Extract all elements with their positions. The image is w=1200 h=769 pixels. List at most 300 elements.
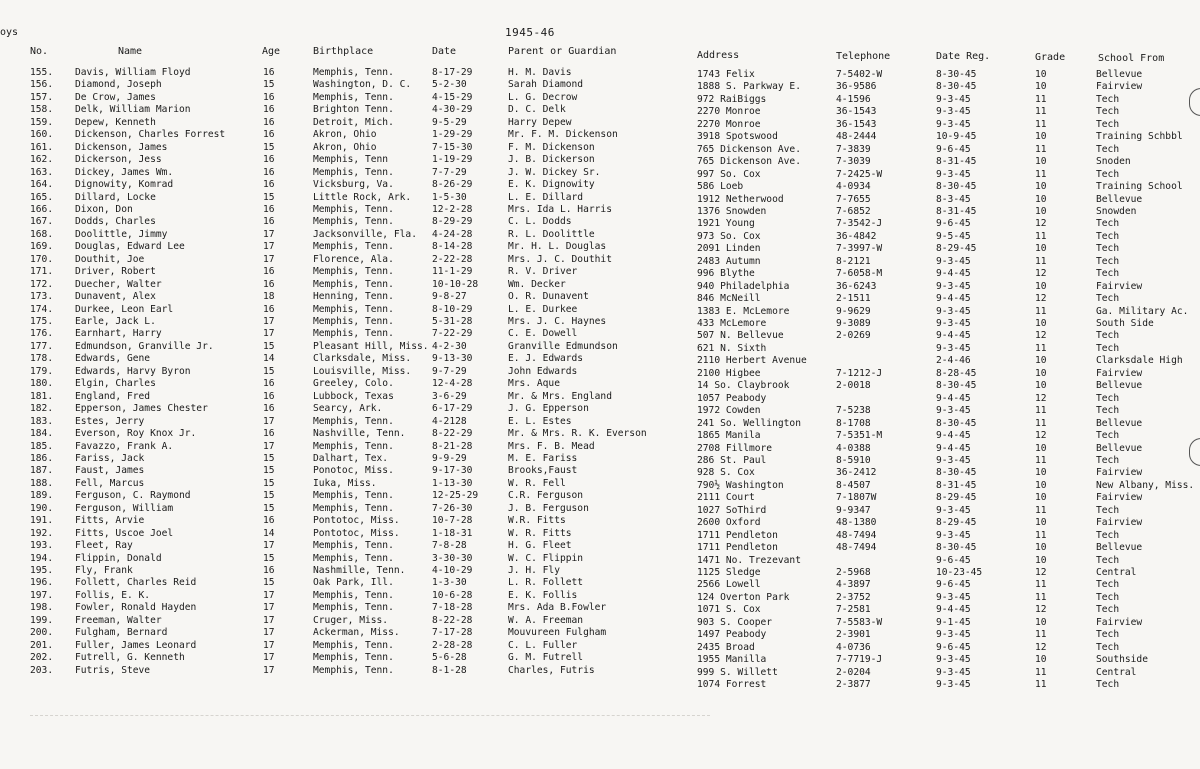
cell-name: Dillard, Locke xyxy=(75,191,156,203)
cell-parent: Mrs. F. B. Mead xyxy=(508,440,595,452)
cell-birthplace: Akron, Ohio xyxy=(313,129,377,141)
cell-grade: 11 xyxy=(1035,679,1047,691)
cell-grade: 11 xyxy=(1035,504,1047,516)
cell-school-from: Fairview xyxy=(1096,467,1143,479)
cell-birthplace: Henning, Tenn. xyxy=(313,291,394,303)
cell-name: Edmundson, Granville Jr. xyxy=(75,340,214,352)
cell-address: 1383 E. McLemore xyxy=(697,305,790,317)
cell-no: 202. xyxy=(30,652,54,664)
cell-no: 174. xyxy=(30,303,54,315)
cell-no: 199. xyxy=(30,614,54,626)
cell-age: 16 xyxy=(263,129,275,141)
cell-date: 1-29-29 xyxy=(432,129,473,141)
cell-grade: 10 xyxy=(1035,69,1047,80)
table-row xyxy=(0,316,1200,328)
cell-date-reg: 8-29-45 xyxy=(936,243,977,255)
cell-name: Edwards, Harvy Byron xyxy=(75,365,191,377)
cell-birthplace: Memphis, Tenn xyxy=(313,154,389,166)
cell-age: 16 xyxy=(263,154,275,166)
cell-no: 160. xyxy=(30,129,54,141)
cell-address: 507 N. Bellevue xyxy=(697,330,784,342)
table-row xyxy=(0,677,1200,689)
cell-no: 177. xyxy=(30,340,54,352)
cell-school-from: Tech xyxy=(1096,591,1120,603)
cell-address: 586 Loeb xyxy=(697,181,744,193)
cell-parent: O. R. Dunavent xyxy=(508,291,589,303)
cell-date: 7-7-29 xyxy=(432,166,467,178)
cell-no: 158. xyxy=(30,104,54,116)
cell-parent: E. L. Estes xyxy=(508,415,572,427)
cell-grade: 10 xyxy=(1035,616,1047,628)
cell-parent: Granville Edmundson xyxy=(508,340,618,352)
cell-parent: Mrs. J. C. Haynes xyxy=(508,316,607,327)
cell-date-reg: 9-5-45 xyxy=(936,230,971,242)
table-row xyxy=(0,353,1200,365)
cell-school-from: Tech xyxy=(1096,679,1120,691)
cell-name: Dignowity, Komrad xyxy=(75,179,174,191)
table-row xyxy=(0,229,1200,241)
cell-grade: 11 xyxy=(1035,255,1047,267)
cell-birthplace: Akron, Ohio xyxy=(313,141,377,153)
cell-date: 9-17-30 xyxy=(432,465,473,477)
cell-telephone: 8-5910 xyxy=(836,454,871,466)
cell-date: 8-26-29 xyxy=(432,179,473,191)
cell-age: 16 xyxy=(263,303,275,315)
cell-age: 17 xyxy=(263,228,275,240)
cell-parent: M. E. Fariss xyxy=(508,452,578,464)
cell-telephone: 36-1543 xyxy=(836,106,877,118)
cell-name: Earnhart, Harry xyxy=(75,328,162,340)
cell-birthplace: Memphis, Tenn. xyxy=(313,639,394,651)
cell-grade: 12 xyxy=(1035,641,1047,653)
cell-address: 2483 Autumn xyxy=(697,255,761,267)
cell-no: 173. xyxy=(30,291,54,303)
cell-date-reg: 10-9-45 xyxy=(936,131,977,143)
cell-date-reg: 9-3-45 xyxy=(936,318,971,329)
cell-grade: 11 xyxy=(1035,305,1047,317)
cell-telephone: 2-3901 xyxy=(836,629,871,641)
cell-date: 4-2128 xyxy=(432,415,467,427)
table-row xyxy=(0,503,1200,515)
cell-birthplace: Memphis, Tenn. xyxy=(313,652,394,664)
cell-date: 9-7-29 xyxy=(432,365,467,377)
cell-school-from: Tech xyxy=(1096,168,1120,180)
cell-age: 16 xyxy=(263,565,275,576)
cell-no: 195. xyxy=(30,565,54,576)
cell-telephone: 7-3542-J xyxy=(836,218,883,230)
cell-grade: 11 xyxy=(1035,93,1047,105)
table-row xyxy=(0,279,1200,291)
cell-birthplace: Ackerman, Miss. xyxy=(313,627,400,639)
cell-birthplace: Detroit, Mich. xyxy=(313,116,394,128)
cell-no: 169. xyxy=(30,241,54,253)
table-row xyxy=(0,478,1200,490)
cell-date: 8-21-28 xyxy=(432,440,473,452)
table-row xyxy=(0,216,1200,228)
cell-school-from: Fairview xyxy=(1096,517,1143,529)
cell-birthplace: Lubbock, Texas xyxy=(313,390,394,402)
cell-address: 999 S. Willett xyxy=(697,666,778,678)
cell-no: 164. xyxy=(30,179,54,191)
cell-age: 16 xyxy=(263,403,275,415)
cell-address: 2708 Fillmore xyxy=(697,442,773,454)
table-row xyxy=(0,665,1200,677)
cell-telephone: 7-1807W xyxy=(836,492,877,504)
cell-name: Dixon, Don xyxy=(75,203,133,215)
cell-school-from: Training School xyxy=(1096,181,1183,193)
cell-date-reg: 8-31-45 xyxy=(936,156,977,168)
header-name: Name xyxy=(118,46,143,57)
cell-address: 2600 Oxford xyxy=(697,517,761,529)
cell-name: Delk, William Marion xyxy=(75,104,191,116)
cell-date-reg: 2-4-46 xyxy=(936,355,971,367)
cell-telephone: 2-0018 xyxy=(836,380,871,392)
cell-grade: 11 xyxy=(1035,591,1047,603)
cell-age: 16 xyxy=(263,278,275,290)
cell-age: 17 xyxy=(263,652,275,664)
cell-age: 14 xyxy=(263,527,275,539)
cell-age: 15 xyxy=(263,552,275,564)
cell-name: Dodds, Charles xyxy=(75,216,156,228)
cell-grade: 10 xyxy=(1035,479,1047,491)
cell-address: 790½ Washington xyxy=(697,479,784,491)
table-row xyxy=(0,540,1200,552)
cell-birthplace: Jacksonville, Fla. xyxy=(313,228,417,240)
cell-address: 14 So. Claybrook xyxy=(697,380,790,392)
cell-age: 15 xyxy=(263,490,275,502)
cell-name: De Crow, James xyxy=(75,91,156,103)
cell-name: Driver, Robert xyxy=(75,266,156,278)
cell-date-reg: 9-3-45 xyxy=(936,342,971,354)
cell-date: 1-18-31 xyxy=(432,527,473,539)
cell-date-reg: 9-3-45 xyxy=(936,629,971,641)
cell-no: 184. xyxy=(30,428,54,440)
cell-school-from: Tech xyxy=(1096,118,1120,130)
cell-date-reg: 9-3-45 xyxy=(936,405,971,417)
cell-birthplace: Greeley, Colo. xyxy=(313,378,394,390)
cell-address: 846 McNeill xyxy=(697,293,761,305)
table-row xyxy=(0,241,1200,253)
cell-age: 15 xyxy=(263,141,275,153)
cell-school-from: Fairview xyxy=(1096,616,1143,628)
cell-age: 16 xyxy=(263,67,275,78)
cell-grade: 10 xyxy=(1035,442,1047,454)
cell-school-from: Fairview xyxy=(1096,367,1143,379)
cell-name: Elgin, Charles xyxy=(75,378,156,390)
cell-no: 189. xyxy=(30,490,54,502)
cell-school-from: Central xyxy=(1096,567,1137,578)
cell-grade: 11 xyxy=(1035,168,1047,180)
cell-no: 188. xyxy=(30,477,54,489)
cell-name: Depew, Kenneth xyxy=(75,116,156,128)
table-row xyxy=(0,528,1200,540)
cell-grade: 12 xyxy=(1035,330,1047,342)
cell-birthplace: Memphis, Tenn. xyxy=(313,490,394,502)
cell-grade: 10 xyxy=(1035,280,1047,292)
cell-date-reg: 9-3-45 xyxy=(936,255,971,267)
cell-date-reg: 9-6-45 xyxy=(936,218,971,230)
header-address: Address xyxy=(697,50,740,61)
cell-telephone: 36-9586 xyxy=(836,81,877,93)
table-row xyxy=(0,167,1200,179)
cell-address: 940 Philadelphia xyxy=(697,280,790,292)
cell-no: 185. xyxy=(30,440,54,452)
cell-telephone: 2-3877 xyxy=(836,679,871,691)
cell-date: 10-10-28 xyxy=(432,278,479,290)
cell-telephone: 7-3039 xyxy=(836,156,871,168)
cell-school-from: Tech xyxy=(1096,230,1120,242)
cell-address: 972 RaiBiggs xyxy=(697,93,767,105)
cell-address: 1027 SoThird xyxy=(697,504,767,516)
cell-telephone: 7-6058-M xyxy=(836,268,883,280)
cell-name: Dickenson, Charles Forrest xyxy=(75,129,226,141)
cell-date-reg: 9-3-45 xyxy=(936,93,971,105)
cell-school-from: Clarksdale High xyxy=(1096,355,1183,367)
cell-date-reg: 8-31-45 xyxy=(936,479,977,491)
cell-date: 8-17-29 xyxy=(432,67,473,78)
page-divider xyxy=(30,715,710,716)
cell-date: 1-19-29 xyxy=(432,154,473,166)
cell-birthplace: Memphis, Tenn. xyxy=(313,440,394,452)
cell-age: 15 xyxy=(263,340,275,352)
cell-no: 194. xyxy=(30,552,54,564)
cell-birthplace: Memphis, Tenn. xyxy=(313,328,394,340)
cell-name: Faust, James xyxy=(75,465,145,477)
header-no: No. xyxy=(30,46,49,57)
cell-address: 997 So. Cox xyxy=(697,168,761,180)
cell-telephone: 4-1596 xyxy=(836,93,871,105)
cell-date: 4-24-28 xyxy=(432,228,473,240)
header-parent: Parent or Guardian xyxy=(508,46,617,57)
cell-telephone: 36-1543 xyxy=(836,118,877,130)
cell-birthplace: Memphis, Tenn. xyxy=(313,216,394,228)
cell-telephone: 7-5402-W xyxy=(836,69,883,80)
cell-date: 4-10-29 xyxy=(432,565,473,576)
cell-no: 155. xyxy=(30,67,54,78)
cell-date: 4-15-29 xyxy=(432,91,473,103)
cell-date: 7-26-30 xyxy=(432,502,473,514)
cell-date: 6-17-29 xyxy=(432,403,473,415)
cell-birthplace: Brighton Tenn. xyxy=(313,104,394,116)
cell-date-reg: 8-3-45 xyxy=(936,193,971,205)
cell-address: 765 Dickenson Ave. xyxy=(697,156,801,168)
cell-school-from: Tech xyxy=(1096,504,1120,516)
cell-date-reg: 9-3-45 xyxy=(936,679,971,691)
cell-address: 1711 Pendleton xyxy=(697,529,778,541)
cell-age: 15 xyxy=(263,79,275,91)
cell-no: 197. xyxy=(30,589,54,601)
cell-name: Futris, Steve xyxy=(75,664,151,676)
cell-telephone: 48-7494 xyxy=(836,542,877,554)
cell-telephone: 8-1708 xyxy=(836,417,871,429)
cell-name: Earle, Jack L. xyxy=(75,316,156,327)
cell-date-reg: 9-6-45 xyxy=(936,641,971,653)
cell-name: Dickenson, James xyxy=(75,141,168,153)
cell-parent: W. C. Flippin xyxy=(508,552,584,564)
cell-school-from: Bellevue xyxy=(1096,193,1143,205)
table-row xyxy=(0,129,1200,141)
cell-date: 10-6-28 xyxy=(432,589,473,601)
cell-no: 198. xyxy=(30,602,54,614)
cell-date-reg: 8-31-45 xyxy=(936,205,977,217)
cell-telephone: 2-3752 xyxy=(836,591,871,603)
cell-date-reg: 9-3-45 xyxy=(936,454,971,466)
cell-parent: J. B. Ferguson xyxy=(508,502,589,514)
cell-date-reg: 9-6-45 xyxy=(936,143,971,155)
cell-grade: 10 xyxy=(1035,467,1047,479)
cell-age: 16 xyxy=(263,378,275,390)
cell-date-reg: 8-28-45 xyxy=(936,367,977,379)
cell-telephone: 7-5238 xyxy=(836,405,871,417)
cell-name: Douglas, Edward Lee xyxy=(75,241,185,253)
cell-date-reg: 9-3-45 xyxy=(936,106,971,118)
cell-address: 2110 Herbert Avenue xyxy=(697,355,807,367)
cell-name: Davis, William Floyd xyxy=(75,67,191,78)
cell-grade: 10 xyxy=(1035,355,1047,367)
cell-school-from: Tech xyxy=(1096,255,1120,267)
table-row xyxy=(0,92,1200,104)
cell-birthplace: Memphis, Tenn. xyxy=(313,415,394,427)
cell-parent: Mrs. Ada B.Fowler xyxy=(508,602,607,614)
cell-parent: L. R. Follett xyxy=(508,577,584,589)
cell-parent: J. H. Fly xyxy=(508,565,560,576)
cell-school-from: Tech xyxy=(1096,243,1120,255)
cell-birthplace: Memphis, Tenn. xyxy=(313,316,394,327)
cell-age: 16 xyxy=(263,203,275,215)
cell-date: 8-10-29 xyxy=(432,303,473,315)
cell-school-from: Tech xyxy=(1096,430,1120,442)
cell-grade: 12 xyxy=(1035,218,1047,230)
cell-birthplace: Memphis, Tenn. xyxy=(313,552,394,564)
cell-no: 201. xyxy=(30,639,54,651)
cell-birthplace: Memphis, Tenn. xyxy=(313,67,394,78)
cell-no: 166. xyxy=(30,203,54,215)
cell-date: 1-3-30 xyxy=(432,577,467,589)
cell-parent: J. B. Dickerson xyxy=(508,154,595,166)
cell-date-reg: 8-30-45 xyxy=(936,542,977,554)
cell-grade: 10 xyxy=(1035,193,1047,205)
cell-date: 11-1-29 xyxy=(432,266,473,278)
cell-date: 3-6-29 xyxy=(432,390,467,402)
cell-parent: D. C. Delk xyxy=(508,104,566,116)
cell-name: Flippin, Donald xyxy=(75,552,162,564)
cell-date: 8-29-29 xyxy=(432,216,473,228)
cell-no: 176. xyxy=(30,328,54,340)
cell-age: 17 xyxy=(263,253,275,265)
cell-address: 1743 Felix xyxy=(697,69,755,80)
cell-address: 1921 Young xyxy=(697,218,755,230)
cell-date-reg: 8-29-45 xyxy=(936,492,977,504)
cell-name: Follett, Charles Reid xyxy=(75,577,197,589)
cell-age: 16 xyxy=(263,104,275,116)
cell-date: 4-30-29 xyxy=(432,104,473,116)
cell-no: 172. xyxy=(30,278,54,290)
table-row xyxy=(0,254,1200,266)
cell-name: Fitts, Uscoe Joel xyxy=(75,527,174,539)
cell-age: 15 xyxy=(263,477,275,489)
cell-telephone: 4-0934 xyxy=(836,181,871,193)
cell-date: 2-28-28 xyxy=(432,639,473,651)
cell-name: Epperson, James Chester xyxy=(75,403,208,415)
cell-telephone: 36-4842 xyxy=(836,230,877,242)
cell-address: 286 St. Paul xyxy=(697,454,767,466)
cell-school-from: Fairview xyxy=(1096,81,1143,93)
cell-name: Ferguson, William xyxy=(75,502,174,514)
cell-telephone: 4-0388 xyxy=(836,442,871,454)
cell-name: Edwards, Gene xyxy=(75,353,151,365)
table-row xyxy=(0,266,1200,278)
cell-no: 171. xyxy=(30,266,54,278)
cell-telephone: 9-3089 xyxy=(836,318,871,329)
cell-date-reg: 9-3-45 xyxy=(936,305,971,317)
cell-school-from: Tech xyxy=(1096,529,1120,541)
cell-school-from: Snoden xyxy=(1096,156,1131,168)
table-row xyxy=(0,615,1200,627)
cell-parent: E. K. Follis xyxy=(508,589,578,601)
cell-no: 181. xyxy=(30,390,54,402)
cell-date-reg: 8-30-45 xyxy=(936,467,977,479)
cell-date-reg: 9-4-45 xyxy=(936,430,971,442)
cell-parent: Brooks,Faust xyxy=(508,465,578,477)
cell-birthplace: Memphis, Tenn. xyxy=(313,502,394,514)
cell-parent: Mrs. Aque xyxy=(508,378,560,390)
cell-parent: Mrs. J. C. Douthit xyxy=(508,253,612,265)
cell-grade: 10 xyxy=(1035,542,1047,554)
cell-school-from: Tech xyxy=(1096,293,1120,305)
table-row xyxy=(0,515,1200,527)
cell-birthplace: Memphis, Tenn. xyxy=(313,589,394,601)
cell-no: 191. xyxy=(30,515,54,527)
cell-address: 1865 Manila xyxy=(697,430,761,442)
header-birthplace: Birthplace xyxy=(313,46,374,57)
cell-grade: 10 xyxy=(1035,181,1047,193)
cell-birthplace: Memphis, Tenn. xyxy=(313,602,394,614)
cell-school-from: Bellevue xyxy=(1096,69,1143,80)
cell-grade: 12 xyxy=(1035,430,1047,442)
cell-telephone: 7-7719-J xyxy=(836,654,883,666)
cell-date-reg: 9-4-45 xyxy=(936,330,971,342)
table-row xyxy=(0,577,1200,589)
cell-telephone: 7-5351-M xyxy=(836,430,883,442)
cell-date-reg: 9-4-45 xyxy=(936,268,971,280)
table-row xyxy=(0,304,1200,316)
cell-parent: H. G. Fleet xyxy=(508,540,572,552)
header-telephone: Telephone xyxy=(836,51,891,62)
header-date-reg: Date Reg. xyxy=(936,51,991,62)
cell-grade: 11 xyxy=(1035,629,1047,641)
cell-address: 1376 Snowden xyxy=(697,205,767,217)
cell-no: 193. xyxy=(30,540,54,552)
cell-name: Ferguson, C. Raymond xyxy=(75,490,191,502)
cell-school-from: Tech xyxy=(1096,106,1120,118)
cell-address: 2091 Linden xyxy=(697,243,761,255)
cell-no: 175. xyxy=(30,316,54,327)
cell-birthplace: Pontotoc, Miss. xyxy=(313,527,400,539)
cell-birthplace: Ponotoc, Miss. xyxy=(313,465,394,477)
cell-birthplace: Clarksdale, Miss. xyxy=(313,353,412,365)
cell-telephone: 36-6243 xyxy=(836,280,877,292)
cell-no: 161. xyxy=(30,141,54,153)
cell-address: 2111 Court xyxy=(697,492,755,504)
cell-date: 7-8-28 xyxy=(432,540,467,552)
table-row xyxy=(0,602,1200,614)
cell-age: 17 xyxy=(263,639,275,651)
table-row xyxy=(0,403,1200,415)
cell-address: 2270 Monroe xyxy=(697,118,761,130)
table-row xyxy=(0,378,1200,390)
cell-date-reg: 9-3-45 xyxy=(936,591,971,603)
cell-telephone: 36-2412 xyxy=(836,467,877,479)
